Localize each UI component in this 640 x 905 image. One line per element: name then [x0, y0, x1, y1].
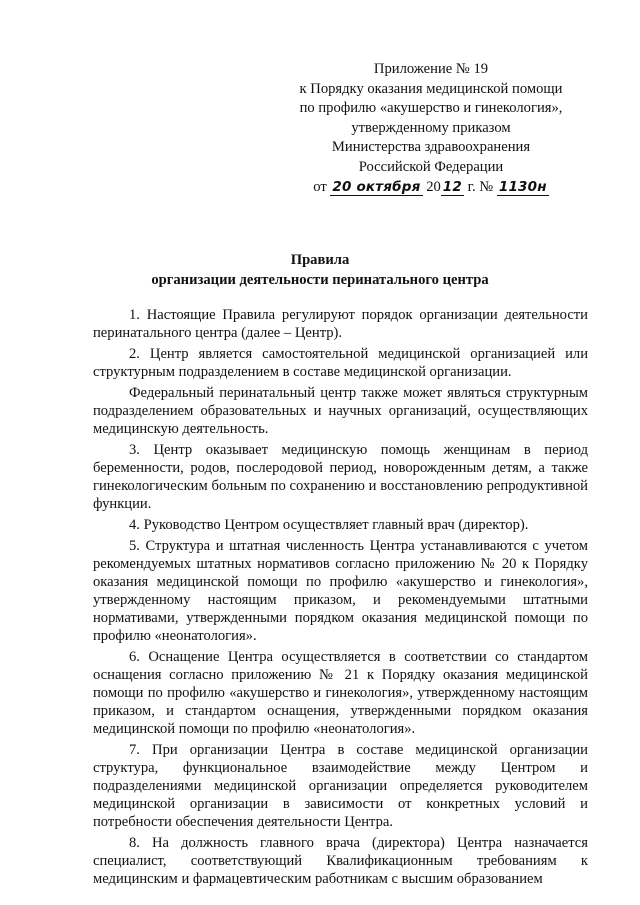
paragraph-1: 1. Настоящие Правила регулируют порядок организации деятельности перинатального центра (далее – Центр).	[93, 307, 588, 341]
appendix-header	[268, 60, 594, 197]
appendix-country: Российской Федерации	[358, 158, 504, 175]
number-prefix: г. №	[467, 178, 494, 195]
paragraph-2-federal: Федеральный перинатальный центр также может являться структурным подразделением образовательных и научных организаций, осуществляющих медицинскую деятельность.	[93, 385, 588, 437]
paragraph-2: 2. Центр является самостоятельной медицинской организацией или структурным подразделением в составе медицинской организации.	[93, 346, 588, 380]
appendix-number: Приложение № 19	[373, 61, 489, 77]
appendix-ministry: Министерства здравоохранения	[331, 139, 531, 156]
appendix-reference-2: по профилю «акушерство и гинекология»,	[299, 100, 563, 117]
paragraph-3: 3. Центр оказывает медицинскую помощь женщинам в период беременности, родов, послеродовой период, новорожденным детям, а также гинекологическим больным по сохранению и восстановлению репродуктивной функции.	[93, 442, 588, 512]
title-line-1: Правила	[290, 252, 350, 268]
paragraph-4: 4. Руководство Центром осуществляет главный врач (директор).	[129, 517, 529, 533]
handwritten-year: 12	[442, 178, 462, 195]
appendix-reference-1: к Порядку оказания медицинской помощи	[299, 80, 563, 97]
paragraph-8: 8. На должность главного врача (директора) Центра назначается специалист, соответствующий Квалификационным требованиям к медицинским и фармацевтическим работникам с высшим образованием	[93, 835, 588, 887]
appendix-date-line	[268, 178, 594, 198]
date-prefix: от	[313, 178, 327, 195]
title-line-2: организации деятельности перинатального центра	[151, 272, 489, 288]
handwritten-order-number: 1130н	[498, 178, 547, 195]
year-prefix: 20	[426, 178, 441, 195]
appendix-reference-3: утвержденному приказом	[351, 119, 511, 136]
paragraph-6: 6. Оснащение Центра осуществляется в соответствии со стандартом оснащения согласно приложению № 21 к Порядку оказания медицинской помощи по профилю «акушерство и гинекология», утвержденному настоящим приказом, и стандартом оснащения, утвержденными порядком оказания медицинской помощи по профилю «неонатология».	[93, 649, 588, 737]
document-title	[0, 250, 640, 290]
paragraph-5: 5. Структура и штатная численность Центра устанавливаются с учетом рекомендуемых штатных нормативов согласно приложению № 20 к Порядку оказания медицинской помощи по профилю «акушерство и гинекология», утвержденному настоящим приказом, и рекомендуемыми штатными нормативами, утвержденными порядком оказания медицинской помощи по профилю «неонатология».	[93, 538, 588, 644]
paragraph-7: 7. При организации Центра в составе медицинской организации структура, функциональное взаимодействие между Центром и подразделениями медицинской организации определяется руководителем медицинской организации в зависимости от конкретных условий и потребности обеспечения деятельности Центра.	[93, 742, 588, 830]
handwritten-date: 20 октября	[332, 178, 421, 195]
document-body	[93, 306, 588, 891]
